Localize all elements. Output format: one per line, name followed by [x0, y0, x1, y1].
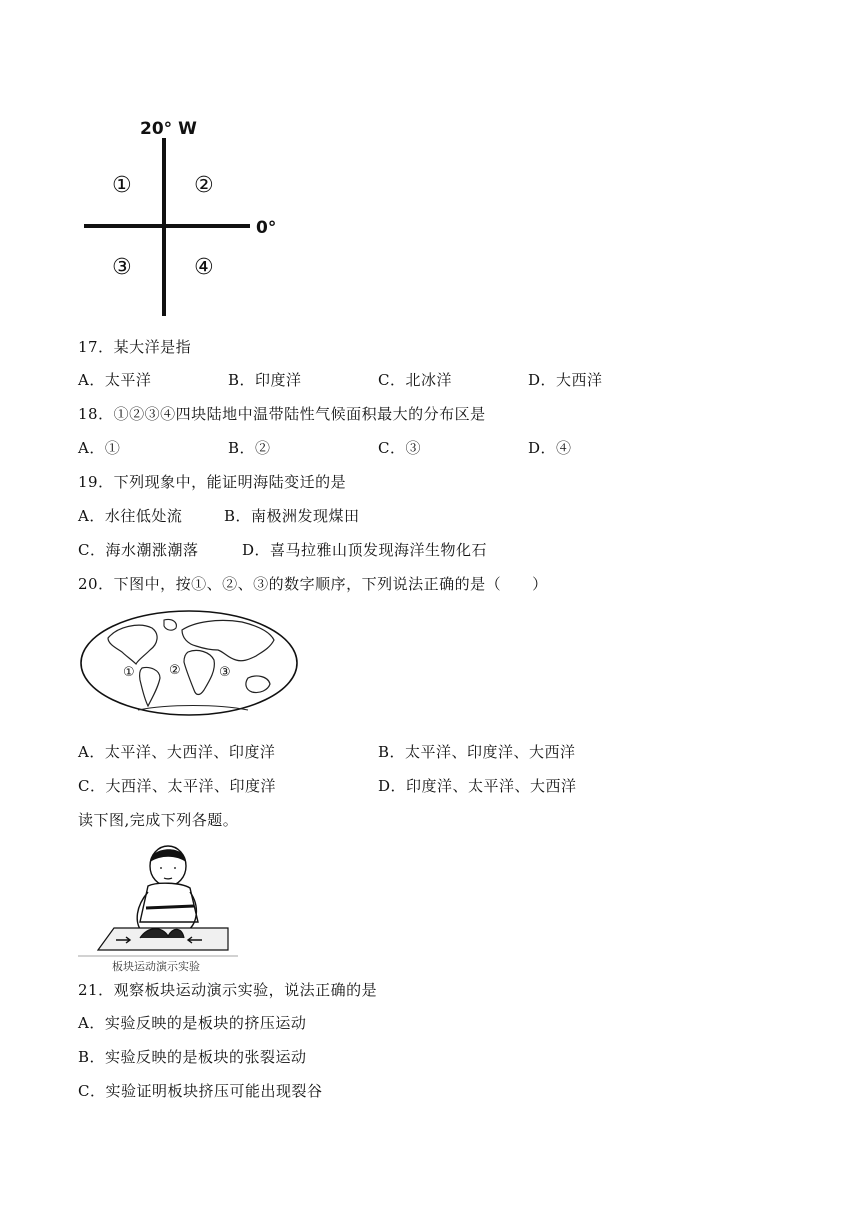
child-stripe: [146, 906, 194, 908]
plate-demo-illustration: [78, 842, 238, 957]
region-4-label: ④: [194, 255, 214, 280]
q17-option-c: C．北冰洋: [378, 371, 452, 389]
q20-option-c: C．大西洋、太平洋、印度洋: [78, 777, 276, 795]
map-marker-3: ③: [219, 665, 231, 680]
region-1-label: ①: [112, 173, 132, 198]
q18-option-b: B．②: [228, 439, 271, 457]
read-instruction: 读下图,完成下列各题。: [78, 811, 239, 829]
q20-option-d: D．印度洋、太平洋、大西洋: [378, 777, 577, 795]
map-marker-2: ②: [169, 663, 181, 678]
meridian-label: 20° W: [140, 119, 197, 139]
quadrant-diagram: [78, 110, 298, 320]
question-21-stem: 21．观察板块运动演示实验，说法正确的是: [78, 981, 378, 999]
q19-option-d: D．喜马拉雅山顶发现海洋生物化石: [242, 541, 488, 559]
q20-option-b: B．太平洋、印度洋、大西洋: [378, 743, 576, 761]
q17-option-b: B．印度洋: [228, 371, 302, 389]
q21-option-a: A．实验反映的是板块的挤压运动: [78, 1014, 307, 1032]
question-18-stem: 18．①②③④四块陆地中温带陆性气候面积最大的分布区是: [78, 405, 486, 423]
question-19-stem: 19．下列现象中，能证明海陆变迁的是: [78, 473, 347, 491]
question-20-stem: 20．下图中，按①、②、③的数字顺序，下列说法正确的是（ ）: [78, 575, 548, 593]
question-17-stem: 17．某大洋是指: [78, 338, 192, 356]
q18-option-a: A．①: [78, 439, 121, 457]
world-map-figure: [78, 608, 300, 718]
q17-option-a: A．太平洋: [78, 371, 152, 389]
q19-option-b: B．南极洲发现煤田: [224, 507, 360, 525]
q17-option-d: D．大西洋: [528, 371, 603, 389]
q18-option-d: D．④: [528, 439, 572, 457]
figure-caption: 板块运动演示实验: [112, 960, 200, 973]
q21-option-c: C．实验证明板块挤压可能出现裂谷: [78, 1082, 323, 1100]
q20-option-a: A．太平洋、大西洋、印度洋: [78, 743, 276, 761]
map-marker-1: ①: [123, 665, 135, 680]
q21-option-b: B．实验反映的是板块的张裂运动: [78, 1048, 307, 1066]
q19-option-c: C．海水潮涨潮落: [78, 541, 199, 559]
region-3-label: ③: [112, 255, 132, 280]
region-2-label: ②: [194, 173, 214, 198]
q19-option-a: A．水往低处流: [78, 507, 183, 525]
q18-option-c: C．③: [378, 439, 421, 457]
child-body: [140, 883, 198, 922]
equator-label: 0°: [256, 218, 277, 238]
